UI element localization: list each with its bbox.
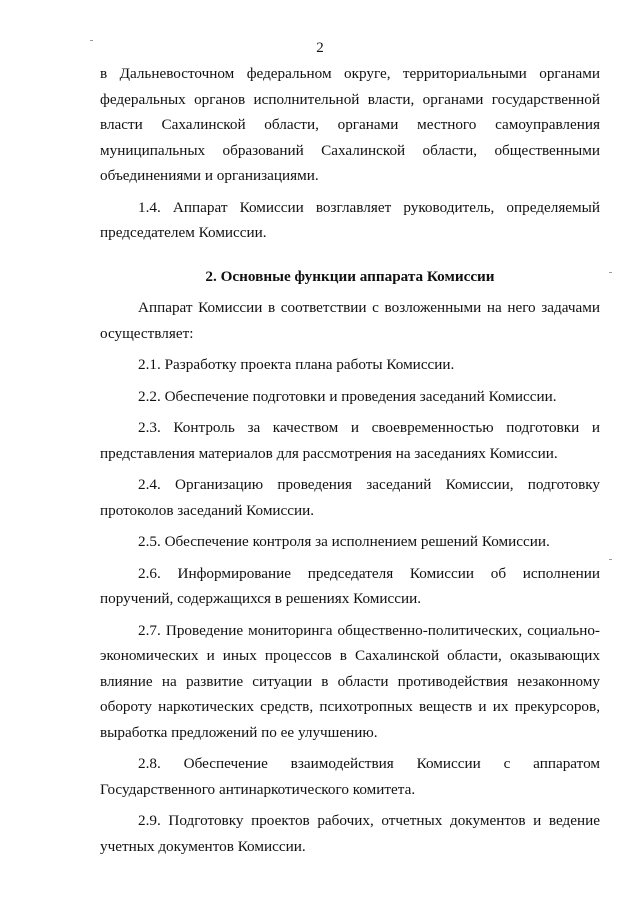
text-line: Аппарат Комиссии в соответствии с возложенными на него задачами [138, 299, 600, 316]
text-line: 2.3. Контроль за качеством и своевременностью подготовки и [138, 419, 600, 436]
paragraph-2-8 [100, 751, 600, 802]
section-2-paragraphs [100, 295, 600, 859]
text-line: 2.7. Проведение мониторинга общественно-политических, социально- [138, 621, 600, 639]
text-line: осуществляет: [100, 324, 194, 342]
text-line: объединениями и организациями. [100, 167, 319, 184]
intro-paragraph [100, 61, 600, 189]
paragraph-2-9 [100, 808, 600, 859]
document-body [100, 61, 600, 865]
text-line: поручений, содержащихся в решениях Комиссии. [100, 590, 422, 607]
text-line: влияние на развитие ситуации в области противодействия незаконному [100, 672, 600, 690]
paragraph-2-7 [100, 618, 600, 746]
text-line: учетных документов Комиссии. [100, 837, 306, 855]
paragraph-2-4 [100, 472, 600, 523]
text-line: муниципальных образований Сахалинской области, общественными [100, 141, 600, 159]
text-line: Государственного антинаркотического комитета. [100, 780, 416, 798]
text-line: 2.2. Обеспечение подготовки и проведения заседаний Комиссии. [138, 387, 557, 405]
text-line: в Дальневосточном федеральном округе, территориальными органами [100, 65, 600, 82]
paragraph-2-2 [100, 384, 600, 410]
paragraph-2-3 [100, 415, 600, 466]
text-line: выработка предложений по ее улучшению. [100, 723, 378, 741]
scan-speck [609, 272, 612, 273]
scan-speck [609, 559, 612, 560]
text-line: власти Сахалинской области, органами местного самоуправления [100, 116, 600, 133]
paragraph-1-4 [100, 195, 600, 246]
text-line: 2.6. Информирование председателя Комиссии об исполнении [138, 564, 600, 582]
section-heading: 2. Основные функции аппарата Комиссии [205, 267, 495, 285]
text-line: 2.9. Подготовку проектов рабочих, отчетных документов и ведение [138, 812, 600, 829]
page-number: 2 [316, 40, 324, 56]
text-line: федеральных органов исполнительной власти, органами государственной [100, 90, 600, 108]
paragraph-2-6 [100, 561, 600, 612]
text-line: 2.5. Обеспечение контроля за исполнением решений Комиссии. [138, 533, 550, 550]
text-line: обороту наркотических средств, психотропных веществ и их прекурсоров, [100, 698, 600, 715]
text-line: экономических и иных процессов в Сахалинской области, оказывающих [100, 647, 600, 664]
text-line: председателем Комиссии. [100, 224, 267, 241]
text-line: 2.1. Разработку проекта плана работы Комиссии. [138, 356, 455, 373]
paragraph-intro [100, 295, 600, 346]
text-line: представления материалов для рассмотрения на заседаниях Комиссии. [100, 444, 558, 462]
text-line: протоколов заседаний Комиссии. [100, 501, 315, 519]
text-line: 1.4. Аппарат Комиссии возглавляет руководитель, определяемый [138, 198, 600, 216]
scan-speck [90, 40, 93, 41]
text-line: 2.8. Обеспечение взаимодействия Комиссии с аппаратом [138, 755, 600, 772]
paragraph-2-1 [100, 352, 600, 378]
text-line: 2.4. Организацию проведения заседаний Комиссии, подготовку [138, 476, 600, 493]
paragraph-2-5 [100, 529, 600, 555]
